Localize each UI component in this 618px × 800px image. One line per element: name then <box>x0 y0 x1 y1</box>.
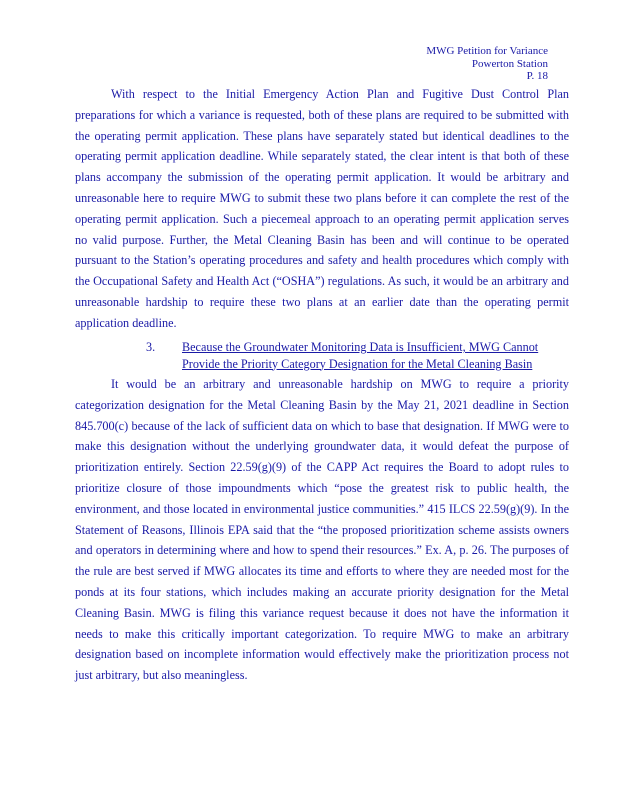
page-number: P. 18 <box>526 70 548 82</box>
page-header <box>426 45 548 83</box>
body-paragraph-2: It would be an arbitrary and unreasonable hardship on MWG to require a priority categorization designation for the Metal Cleaning Basin by the May 21, 2021 deadline in Section 845.700(c) because of the lack of sufficient data on which to base that designation. If MWG were to make this designation without the underlying groundwater data, it would defeat the purpose of prioritization entirely. Section 22.59(g)(9) of the CAPP Act requires the Board to adopt rules to prioritize closure of those impoundments which “pose the greatest risk to public health, the environment, and those located in environmental justice communities.” 415 ILCS 22.59(g)(9). In the Statement of Reasons, Illinois EPA said that the “the proposed prioritization scheme assists owners and operators in determining where and how to spend their resources.” Ex. A, p. 26. The purposes of the rule are best served if MWG allocates its time and efforts to where they are needed most for the ponds at its four stations, which includes making an accurate priority designation for the Metal Cleaning Basin. MWG is filing this variance request because it does not have the information it needs to make this critically important categorization. To require MWG to make an arbitrary designation based on incomplete information would effectively make the prioritization process not just arbitrary, but also meaningless. <box>75 377 569 683</box>
section-title: Because the Groundwater Monitoring Data is Insufficient, MWG Cannot Provide the Priority Category Designation for the Metal Cleaning Basin <box>182 340 539 371</box>
header-title: MWG Petition for Variance <box>426 45 548 57</box>
body-paragraph-1: With respect to the Initial Emergency Action Plan and Fugitive Dust Control Plan preparations for which a variance is requested, both of these plans are required to be submitted with the operating permit application. These plans have separately stated but identical deadlines to the operating permit application deadline. While separately stated, the clear intent is that both of these plans accompany the submission of the operating permit application. It would be arbitrary and unreasonable here to require MWG to submit these two plans before it can complete the rest of the operating permit application. Such a piecemeal approach to an operating permit application serves no valid purpose. Further, the Metal Cleaning Basin has been and will continue to be operated pursuant to the Station’s operating procedures and safety and health procedures which comply with the Occupational Safety and Health Act (“OSHA”) regulations. As such, it would be an arbitrary and unreasonable hardship to require these two plans at an earlier date than the operating permit application deadline. <box>75 87 569 330</box>
section-number: 3. <box>146 340 156 354</box>
header-station: Powerton Station <box>471 57 548 70</box>
